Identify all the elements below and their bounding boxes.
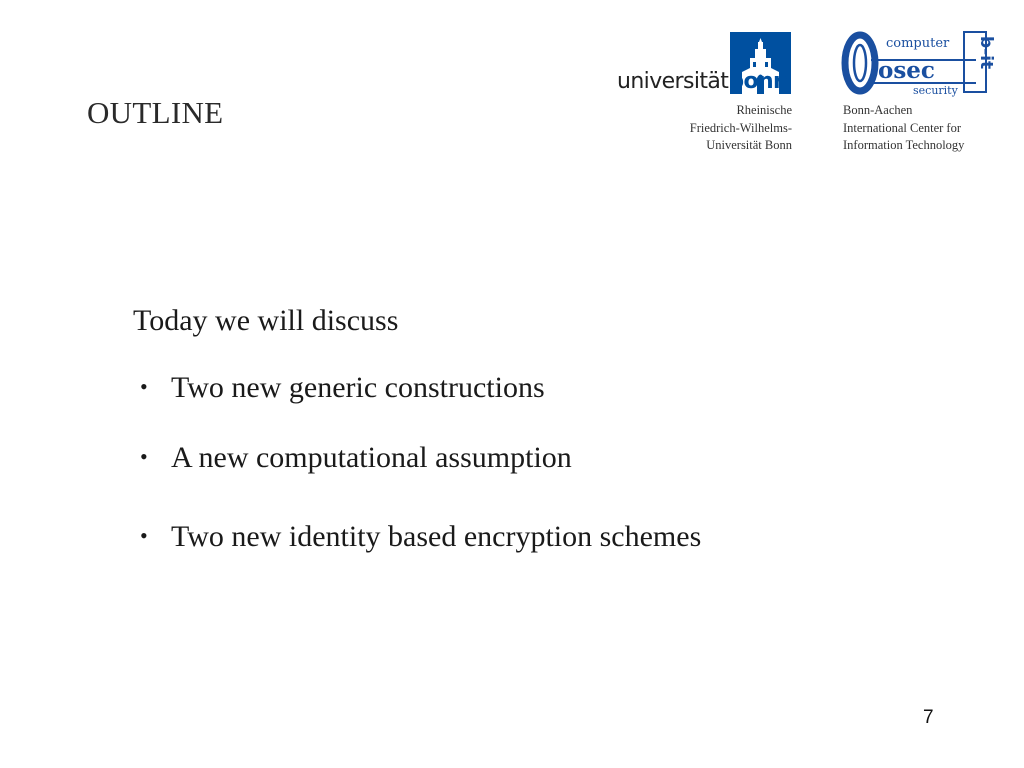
bonn-subtitle-line: Rheinische (736, 103, 792, 117)
bonn-wordmark (617, 69, 788, 95)
intro-text: Today we will discuss (133, 304, 399, 337)
bullet-item (140, 369, 545, 406)
cosec-logo-subtitle (843, 102, 964, 155)
bullet-text: Two new identity based encryption schemes (171, 520, 702, 553)
bullet-dot: • (140, 374, 148, 399)
bonn-subtitle-line: Universität Bonn (706, 138, 792, 152)
page-number: 7 (923, 707, 934, 728)
cosec-subtitle-line: Bonn-Aachen (843, 103, 913, 117)
bullet-item (140, 518, 701, 555)
bullet-dot: • (140, 444, 148, 469)
bullet-item (140, 439, 572, 476)
bullet-dot: • (140, 523, 148, 548)
cosec-mark-bottom: security (913, 84, 958, 97)
cosec-mark-top: computer (886, 36, 950, 51)
bonn-wordmark-strong: bonn (728, 69, 789, 94)
cosec-subtitle-line: Information Technology (843, 138, 965, 152)
university-bonn-logo (614, 30, 794, 156)
slide-title: OUTLINE (87, 95, 224, 130)
bullet-text: Two new generic constructions (171, 371, 545, 404)
cosec-key-icon (840, 30, 996, 97)
bonn-subtitle-line: Friedrich-Wilhelms- (689, 120, 792, 135)
bonn-wordmark-light: universität (617, 69, 729, 94)
bonn-logo-subtitle (690, 102, 792, 155)
cosec-mark-side: b-it (976, 36, 996, 70)
cosec-bit-logo (838, 30, 998, 156)
cosec-subtitle-line: International Center for (843, 120, 962, 135)
bullet-text: A new computational assumption (171, 441, 572, 474)
cosec-mark-main: osec (878, 57, 935, 84)
